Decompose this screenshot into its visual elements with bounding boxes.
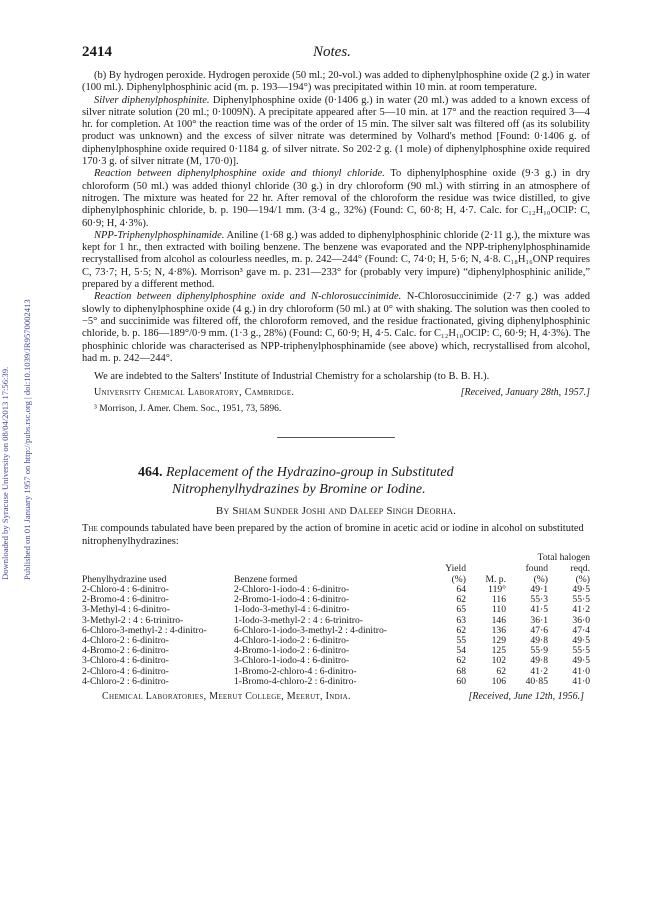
mp-cell: 106: [491, 675, 506, 687]
section-title: Notes.: [313, 44, 351, 60]
phenylhydrazine-cell: 3-Methyl-2 : 4 : 6-trinitro-: [82, 614, 184, 626]
yield-header: Yield: [445, 563, 466, 575]
paragraph-hydrogen-peroxide: (b) By hydrogen peroxide. Hydrogen peroxide (50 ml.; 20-vol.) was added to diphenylphosphine oxide (2 g.) in water (100 ml.). Diphenylphosphinic acid (m. p. 193—194°) was precipitated within 10 min. at room temperature.: [82, 70, 590, 94]
intro-lead: The: [82, 523, 98, 535]
benzene-cell: 1-Iodo-3-methyl-2 : 4 : 6-trinitro-: [234, 614, 363, 626]
mp-cell: 110: [491, 604, 506, 616]
download-info-line: Downloaded by Syracuse University on 08/04/2013 17:56:39.: [0, 366, 10, 580]
benzene-cell: 1-Iodo-3-methyl-4 : 6-dinitro-: [234, 604, 350, 616]
paragraph-silver-salt: [82, 95, 590, 169]
page-header: [82, 44, 590, 70]
reqd-cell: 41·0: [572, 665, 590, 677]
article-title: [138, 464, 590, 498]
affiliation: University Chemical Laboratory, Cambridge.: [94, 387, 295, 399]
found-cell: 49·1: [530, 584, 548, 596]
article-intro: [82, 523, 590, 548]
affiliation-line: [82, 387, 590, 401]
article-number: 464.: [138, 465, 163, 481]
phenylhydrazine-cell: 3-Methyl-4 : 6-dinitro-: [82, 604, 170, 616]
found-cell: 49·8: [530, 655, 548, 667]
yield-cell: 62: [456, 594, 466, 606]
authors: By Shiam Sunder Joshi and Daleep Singh Deorha.: [215, 505, 457, 518]
intro-text: compounds tabulated have been prepared by the action of bromine in acetic acid or iodine in alcohol on substituted nitrophenylhydrazines:: [82, 523, 584, 547]
paragraph-heading: Silver diphenylphosphinite.: [94, 94, 210, 106]
paragraph-chlorosuccinimide: [82, 291, 590, 365]
publication-info-line[interactable]: Published on 01 January 1957 on http://pubs.rsc.org | doi:10.1039/JR9570002413: [22, 299, 32, 580]
reqd-cell: 41·2: [572, 604, 590, 616]
journal-page: [82, 44, 590, 705]
phenylhydrazine-cell: 4-Chloro-2 : 6-dinitro-: [82, 675, 169, 687]
yield-cell: 55: [456, 635, 466, 647]
found-cell: 47·6: [530, 624, 548, 636]
benzene-header: Benzene formed: [234, 574, 298, 586]
yield-cell: 54: [456, 645, 466, 657]
yield-cell: 65: [456, 604, 466, 616]
mp-cell: 129: [491, 635, 506, 647]
phenylhydrazine-cell: 4-Chloro-2 : 6-dinitro-: [82, 635, 169, 647]
paragraph-text: Diphenylphosphine oxide (0·1406 g.) in water (20 ml.) was added to a known excess of silver nitrate solution (20 ml.; 0·1009N). A precipitate appeared after 5—10 min. at 17° and the reaction required 3—4 hr. for completion. At 100° the reaction time was of the order of 15 min. The silver salt was filtered off (as its solubility product was unknown) and the excess of silver nitrate was determined by Volhard's method [Found: 0·1406 g. of diphenylphosphine oxide required 0·1184 g. of silver nitrate. So 202·2 g. (1 mole) of diphenylphosphine oxide required 170·3 g. of silver nitrate (M, 170·0)].: [82, 94, 590, 168]
phenylhydrazine-cell: 4-Bromo-2 : 6-dinitro-: [82, 645, 169, 657]
paragraph-thionyl-chloride: [82, 168, 590, 229]
results-table: [82, 552, 590, 687]
paragraph-heading: NPP-Triphenylphosphinamide.: [94, 229, 225, 241]
mp-cell: 125: [491, 645, 506, 657]
paragraph-text: To diphenylphosphine oxide (9·3 g.) in dry chloroform (50 ml.) was added thionyl chloride (30 g.) in dry chloroform (90 ml.) with stirring in an atmosphere of nitrogen. The mixture was heated for 22 hr. After removal of the chloroform the residue was twice distilled, to give diphenylphosphinic chloride, b. p. 190—194/1 mm. (3·4 g., 32%) (Found: C, 60·8; H, 4·7. Calc. for C₁₂H₁₀OClP: C, 60·9; H, 4·3%).: [82, 168, 590, 229]
benzene-cell: 4-Bromo-1-iodo-2 : 6-dinitro-: [234, 645, 350, 657]
phenylhydrazine-cell: 3-Chloro-4 : 6-dinitro-: [82, 655, 169, 667]
table-header-row: [82, 563, 590, 574]
yield-cell: 60: [456, 675, 466, 687]
found-cell: 41·5: [530, 604, 548, 616]
reqd-cell: 47·4: [572, 624, 590, 636]
total-halogen-header: Total halogen: [537, 552, 590, 564]
paragraph-heading: Reaction between diphenylphosphine oxide and thionyl chloride.: [94, 168, 385, 180]
found-cell: 41·2: [530, 665, 548, 677]
benzene-cell: 4-Chloro-1-iodo-2 : 6-dinitro-: [234, 635, 350, 647]
article-received-date: [Received, June 12th, 1956.]: [468, 691, 584, 703]
phenylhydrazine-cell: 6-Chloro-3-methyl-2 : 4-dinitro-: [82, 624, 207, 636]
yield-cell: 68: [456, 665, 466, 677]
found-unit: (%): [533, 574, 548, 586]
phenylhydrazine-cell: 2-Chloro-4 : 6-dinitro-: [82, 584, 169, 596]
benzene-cell: 3-Chloro-1-iodo-4 : 6-dinitro-: [234, 655, 350, 667]
found-cell: 40·85: [525, 675, 548, 687]
paragraph-text: Aniline (1·68 g.) was added to diphenylphosphinic chloride (2·11 g.), the mixture was kept for 1 hr., then extracted with boiling benzene. The benzene was evaporated and the NPP-triphenylphosphinamide recrystallised from alcohol as colourless needles, m. p. 242—244° (Found: C, 74·0; H, 5·6; N, 4·8. C₁₈H₁₆ONP requires C, 73·7; H, 5·5; N, 4·8%). Morrison³ gave m. p. 231—233° for (probably very impure) “diphenylphosphinic anilide,” prepared by a different method.: [82, 229, 590, 291]
phenylhydrazine-cell: 2-Chloro-4 : 6-dinitro-: [82, 665, 169, 677]
yield-cell: 62: [456, 655, 466, 667]
yield-unit: (%): [451, 574, 466, 586]
reqd-cell: 36·0: [572, 614, 590, 626]
paragraph-text: N-Chlorosuccinimide (2·7 g.) was added slowly to diphenylphosphine oxide (4 g.) in dry chloroform (50 ml.) at 0° with shaking. The solution was then cooled to −5° and succinimide was filtered off, the chloroform removed, and the residue fractionated, giving diphenylphosphinic chloride, b. p. 186—189°/0·9 mm. (1·3 g., 28%) (Found: C, 60·9; H, 4·5. Calc. for C₁₂H₁₀OClP: C, 60·9; H, 4·3%). The phosphinic chloride was characterised as NPP-triphenylphosphinamide (see above) which, recrystallised from alcohol, had m. p. 242—244°.: [82, 291, 590, 364]
found-cell: 55·9: [530, 645, 548, 657]
mp-cell: 102: [491, 655, 506, 667]
page-number: 2414: [82, 44, 112, 60]
title-line-2: Nitrophenylhydrazines by Bromine or Iodine.: [172, 482, 426, 498]
paragraph-heading: Reaction between diphenylphosphine oxide and N-chlorosuccinimide.: [94, 291, 402, 303]
footnote: ³ Morrison, J. Amer. Chem. Soc., 1951, 73, 5896.: [94, 404, 282, 415]
reqd-cell: 41·0: [572, 675, 590, 687]
reqd-cell: 49·5: [572, 584, 590, 596]
phenylhydrazine-cell: 2-Bromo-4 : 6-dinitro-: [82, 594, 169, 606]
benzene-cell: 2-Chloro-1-iodo-4 : 6-dinitro-: [234, 584, 350, 596]
mp-cell: 136: [491, 624, 506, 636]
yield-cell: 64: [456, 584, 466, 596]
mp-header: M. p.: [485, 574, 506, 586]
mp-cell: 146: [491, 614, 506, 626]
table-header-row: [82, 552, 590, 563]
yield-cell: 62: [456, 624, 466, 636]
found-cell: 55·3: [530, 594, 548, 606]
title-line-1: Replacement of the Hydrazino-group in Substituted: [166, 465, 454, 481]
benzene-cell: 2-Bromo-1-iodo-4 : 6-dinitro-: [234, 594, 350, 606]
found-cell: 36·1: [530, 614, 548, 626]
reqd-cell: 49·5: [572, 655, 590, 667]
reqd-cell: 55·5: [572, 645, 590, 657]
reqd-unit: (%): [575, 574, 590, 586]
mp-cell: 119°: [488, 584, 506, 596]
benzene-cell: 1-Bromo-4-chloro-2 : 6-dinitro-: [234, 675, 357, 687]
reqd-cell: 55·5: [572, 594, 590, 606]
benzene-cell: 6-Chloro-1-iodo-3-methyl-2 : 4-dinitro-: [234, 624, 387, 636]
received-date: [Received, January 28th, 1957.]: [460, 387, 590, 399]
article-affiliation: Chemical Laboratories, Meerut College, Meerut, India.: [102, 691, 351, 703]
table-row: [82, 677, 590, 687]
phenylhydrazine-header: Phenylhydrazine used: [82, 574, 167, 586]
download-watermark: [0, 150, 36, 580]
paragraph-phosphinamide: [82, 230, 590, 291]
yield-cell: 63: [456, 614, 466, 626]
mp-cell: 62: [496, 665, 506, 677]
acknowledgement: We are indebted to the Salters' Institute of Industrial Chemistry for a scholarship (to B. B. H.).: [94, 371, 490, 383]
found-header: found: [525, 563, 548, 575]
reqd-header: reqd.: [570, 563, 590, 575]
found-cell: 49·8: [530, 635, 548, 647]
mp-cell: 116: [491, 594, 506, 606]
benzene-cell: 1-Bromo-2-chloro-4 : 6-dinitro-: [234, 665, 357, 677]
article-divider: [277, 437, 395, 438]
article-footer: [82, 691, 590, 705]
reqd-cell: 49·5: [572, 635, 590, 647]
